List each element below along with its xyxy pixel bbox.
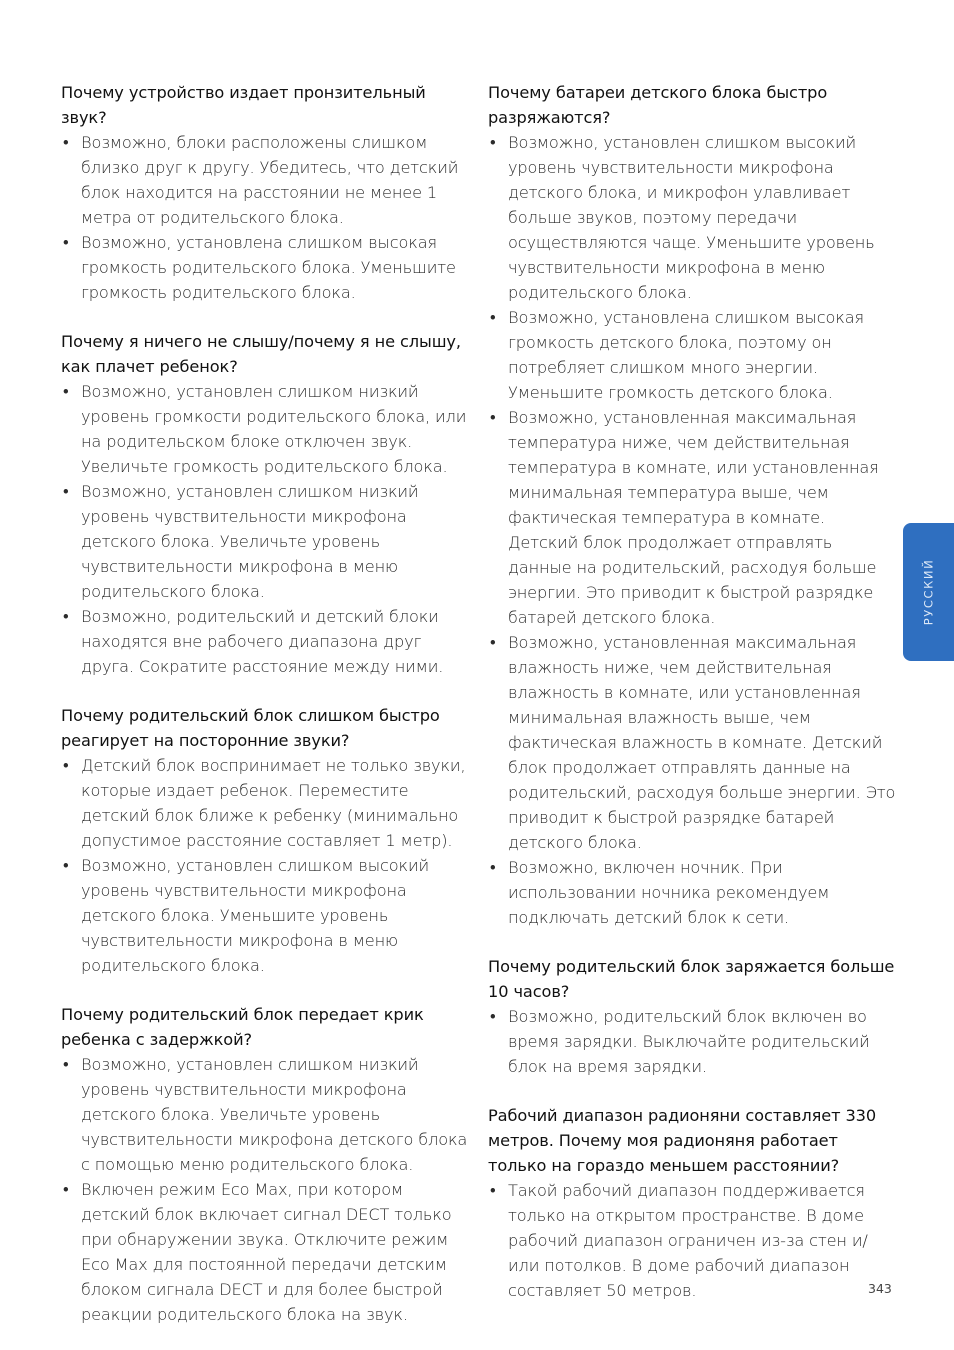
faq-answer: • Возможно, установленная максимальная температура ниже, чем действительная температура в комнате, или установленная минимальная температура выше, чем фактическая температура в комнате. Детский блок продолжает отправлять данные на родительский, расходуя больше энергии. Это приводит к быстрой разрядке батарей детского блока. (488, 405, 898, 630)
right-column (488, 80, 898, 1327)
faq-answer: • Возможно, родительский и детский блоки находятся вне рабочего диапазона друг друга. Сократите расстояние между ними. (61, 604, 471, 679)
faq-answer-list (488, 130, 898, 930)
faq-answer-list (61, 130, 471, 305)
faq-answer: • Возможно, установлена слишком высокая громкость детского блока, поэтому он потребляет слишком много энергии. Уменьшите громкость детского блока. (488, 305, 898, 405)
faq-answer: • Возможно, установлен слишком высокий уровень чувствительности микрофона детского блока. Уменьшите уровень чувствительности микрофона в меню родительского блока. (61, 853, 471, 978)
language-tab-label: РУССКИЙ (921, 558, 936, 626)
faq-question: Почему устройство издает пронзительный звук? (61, 83, 426, 127)
faq-question: Почему я ничего не слышу/почему я не слышу, как плачет ребенок? (61, 332, 461, 376)
faq-answer: • Возможно, включен ночник. При использовании ночника рекомендуем подключать детский блок к сети. (488, 855, 898, 930)
faq-question: Почему родительский блок заряжается больше 10 часов? (488, 957, 895, 1001)
faq-section (488, 954, 898, 1079)
faq-question: Почему родительский блок передает крик ребенка с задержкой? (61, 1005, 424, 1049)
page-number: 343 (868, 1281, 892, 1296)
faq-answer: • Возможно, блоки расположены слишком близко друг к другу. Убедитесь, что детский блок находится на расстоянии не менее 1 метра от родительского блока. (61, 130, 471, 230)
faq-section (488, 80, 898, 930)
faq-answer-list (488, 1178, 898, 1303)
faq-answer-list (61, 1052, 471, 1327)
faq-section (61, 1002, 471, 1327)
faq-answer: • Возможно, родительский блок включен во время зарядки. Выключайте родительский блок на время зарядки. (488, 1004, 898, 1079)
faq-section (61, 703, 471, 978)
faq-answer: • Возможно, установлена слишком высокая громкость родительского блока. Уменьшите громкость родительского блока. (61, 230, 471, 305)
faq-answer: • Возможно, установлен слишком низкий уровень громкости родительского блока, или на родительском блоке отключен звук. Увеличьте громкость родительского блока. (61, 379, 471, 479)
faq-answer: • Возможно, установленная максимальная влажность ниже, чем действительная влажность в комнате, или установленная минимальная влажность выше, чем фактическая влажность в комнате. Детский блок продолжает отправлять данные на родительский, расходуя больше энергии. Это приводит к быстрой разрядке батарей детского блока. (488, 630, 898, 855)
language-tab (903, 523, 954, 661)
faq-answer: • Возможно, установлен слишком высокий уровень чувствительности микрофона детского блока, и микрофон улавливает больше звуков, поэтому передачи осуществляются чаще. Уменьшите уровень чувствительности микрофона в меню родительского блока. (488, 130, 898, 305)
faq-question: Рабочий диапазон радионяни составляет 330 метров. Почему моя радионяня работает только на гораздо меньшем расстоянии? (488, 1106, 877, 1175)
faq-answer: • Включен режим Eco Max, при котором детский блок включает сигнал DECT только при обнаружении звука. Отключите режим Eco Max для постоянной передачи детским блоком сигнала DECT и для более быстрой реакции родительского блока на звук. (61, 1177, 471, 1327)
faq-question: Почему батареи детского блока быстро разряжаются? (488, 83, 828, 127)
faq-question: Почему родительский блок слишком быстро реагирует на посторонние звуки? (61, 706, 440, 750)
faq-section (61, 80, 471, 305)
faq-answer: • Такой рабочий диапазон поддерживается только на открытом пространстве. В доме рабочий диапазон ограничен из-за стен и/или потолков. В доме рабочий диапазон составляет 50 метров. (488, 1178, 898, 1303)
faq-answer: • Возможно, установлен слишком низкий уровень чувствительности микрофона детского блока. Увеличьте уровень чувствительности микрофона детского блока с помощью меню родительского блока. (61, 1052, 471, 1177)
faq-answer-list (61, 753, 471, 978)
faq-answer-list (488, 1004, 898, 1079)
faq-answer: • Детский блок воспринимает не только звуки, которые издает ребенок. Переместите детский блок ближе к ребенку (минимально допустимое расстояние составляет 1 метр). (61, 753, 471, 853)
faq-section (488, 1103, 898, 1303)
left-column (61, 80, 471, 1350)
faq-answer: • Возможно, установлен слишком низкий уровень чувствительности микрофона детского блока. Увеличьте уровень чувствительности микрофона в меню родительского блока. (61, 479, 471, 604)
faq-answer-list (61, 379, 471, 679)
faq-section (61, 329, 471, 679)
